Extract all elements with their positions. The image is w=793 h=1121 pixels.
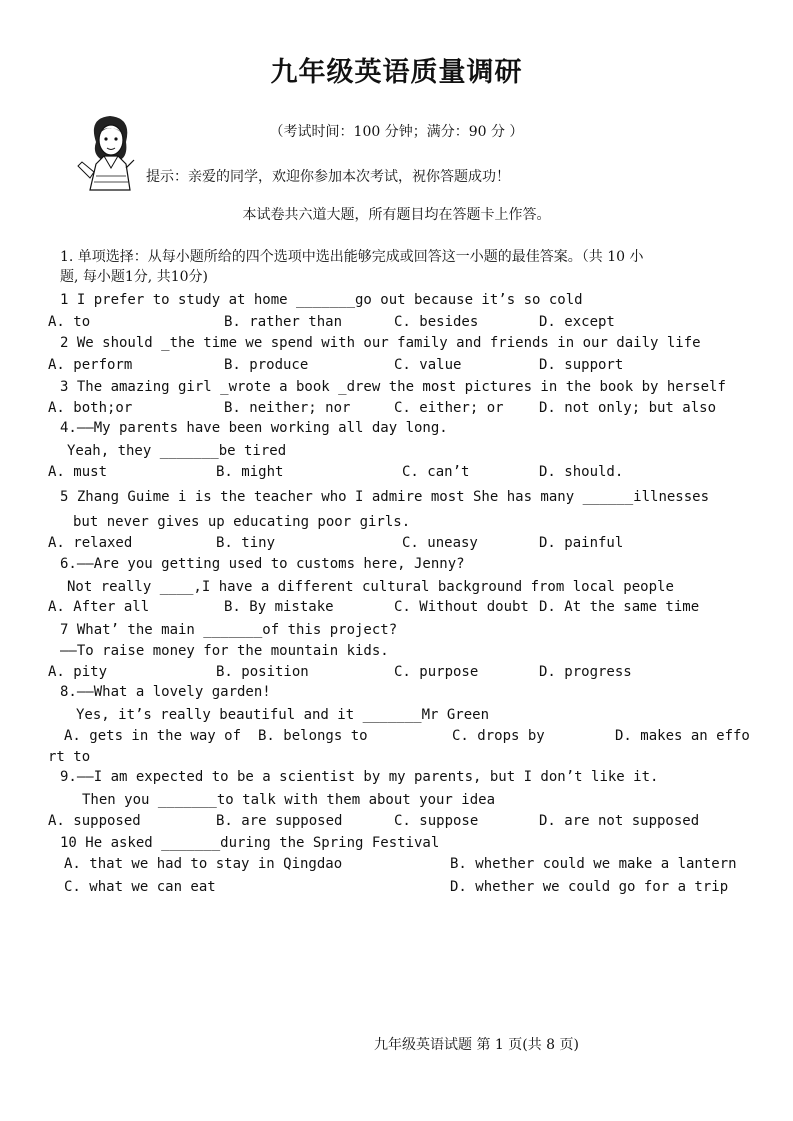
question-6-stem-line2: Not really ____,I have a different cultural background from local people bbox=[67, 579, 674, 595]
question-8-option-d: D. makes an effo bbox=[615, 728, 750, 744]
question-8-option-c: C. drops by bbox=[452, 728, 545, 744]
question-8-stem: 8.——What a lovely garden! bbox=[60, 684, 271, 700]
question-3-option-a: A. both;or bbox=[48, 400, 133, 416]
question-9-stem-line2: Then you _______to talk with them about your idea bbox=[82, 792, 496, 808]
question-7-option-b: B. position bbox=[216, 664, 309, 680]
question-6-stem: 6.——Are you getting used to customs here, Jenny? bbox=[60, 556, 465, 572]
question-7-option-a: A. pity bbox=[48, 664, 108, 680]
question-10-option-b: B. whether could we make a lantern bbox=[450, 856, 737, 872]
question-9-option-d: D. are not supposed bbox=[539, 813, 700, 829]
question-4-option-a: A. must bbox=[48, 464, 108, 480]
question-6-option-c: C. Without doubt bbox=[394, 599, 529, 615]
question-1-option-b: B. rather than bbox=[224, 314, 343, 330]
question-7-option-d: D. progress bbox=[539, 664, 632, 680]
question-9-option-c: C. suppose bbox=[394, 813, 479, 829]
question-6-option-a: A. After all bbox=[48, 599, 150, 615]
question-6-option-b: B. By mistake bbox=[224, 599, 334, 615]
section-instruction-line1: 1. 单项选择：从每小题所给的四个选项中选出能够完成或回答这一小题的最佳答案。（共 10 小 bbox=[60, 249, 644, 265]
question-3-option-c: C. either; or bbox=[394, 400, 504, 416]
question-5-option-a: A. relaxed bbox=[48, 535, 133, 551]
page-footer: 九年级英语试题 第 1 页(共 8 页) bbox=[374, 1037, 579, 1053]
question-8-stem-line2: Yes, it’s really beautiful and it _______Mr Green bbox=[76, 707, 490, 723]
exam-info: （考试时间：100 分钟；满分：90 分 ） bbox=[269, 124, 524, 140]
section-instruction-line2: 题, 每小题1分, 共10分) bbox=[60, 269, 208, 285]
question-9-option-a: A. supposed bbox=[48, 813, 141, 829]
question-9-option-b: B. are supposed bbox=[216, 813, 343, 829]
question-5-option-c: C. uneasy bbox=[402, 535, 478, 551]
question-4-stem: 4.——My parents have been working all day long. bbox=[60, 420, 448, 436]
question-3-stem: 3 The amazing girl _wrote a book _drew the most pictures in the book by herself bbox=[60, 379, 726, 395]
question-10-stem: 10 He asked _______during the Spring Festival bbox=[60, 835, 440, 851]
question-2-stem: 2 We should _the time we spend with our family and friends in our daily life bbox=[60, 335, 701, 351]
question-8-option-d-wrap: rt to bbox=[48, 749, 91, 765]
question-10-option-a: A. that we had to stay in Qingdao bbox=[64, 856, 343, 872]
question-9-stem: 9.——I am expected to be a scientist by my parents, but I don’t like it. bbox=[60, 769, 659, 785]
question-7-option-c: C. purpose bbox=[394, 664, 479, 680]
question-5-stem: 5 Zhang Guime i is the teacher who I admire most She has many ______illnesses bbox=[60, 489, 710, 505]
question-7-stem: 7 What’ the main _______of this project? bbox=[60, 622, 398, 638]
question-1-option-a: A. to bbox=[48, 314, 91, 330]
question-3-option-b: B. neither; nor bbox=[224, 400, 351, 416]
exam-title: 九年级英语质量调研 bbox=[270, 57, 523, 88]
question-10-option-d: D. whether we could go for a trip bbox=[450, 879, 729, 895]
question-4-option-b: B. might bbox=[216, 464, 284, 480]
question-4-option-d: D. should. bbox=[539, 464, 624, 480]
question-8-option-b: B. belongs to bbox=[258, 728, 368, 744]
question-2-option-a: A. perform bbox=[48, 357, 133, 373]
exam-tip: 提示：亲爱的同学，欢迎你参加本次考试，祝你答题成功！ bbox=[146, 169, 510, 185]
question-8-option-a: A. gets in the way of bbox=[64, 728, 242, 744]
question-2-option-d: D. support bbox=[539, 357, 624, 373]
question-5-stem-line2: but never gives up educating poor girls. bbox=[73, 514, 411, 530]
question-1-option-c: C. besides bbox=[394, 314, 479, 330]
question-10-option-c: C. what we can eat bbox=[64, 879, 216, 895]
question-6-option-d: D. At the same time bbox=[539, 599, 700, 615]
question-4-option-c: C. can’t bbox=[402, 464, 470, 480]
question-1-option-d: D. except bbox=[539, 314, 615, 330]
question-4-stem-line2: Yeah, they _______be tired bbox=[67, 443, 287, 459]
question-7-stem-line2: ——To raise money for the mountain kids. bbox=[60, 643, 389, 659]
question-1-stem: 1 I prefer to study at home _______go out because it’s so cold bbox=[60, 292, 583, 308]
question-3-option-d: D. not only; but also bbox=[539, 400, 717, 416]
question-2-option-b: B. produce bbox=[224, 357, 309, 373]
question-5-option-d: D. painful bbox=[539, 535, 624, 551]
question-5-option-b: B. tiny bbox=[216, 535, 276, 551]
question-2-option-c: C. value bbox=[394, 357, 462, 373]
exam-note: 本试卷共六道大题，所有题目均在答题卡上作答。 bbox=[242, 207, 551, 223]
